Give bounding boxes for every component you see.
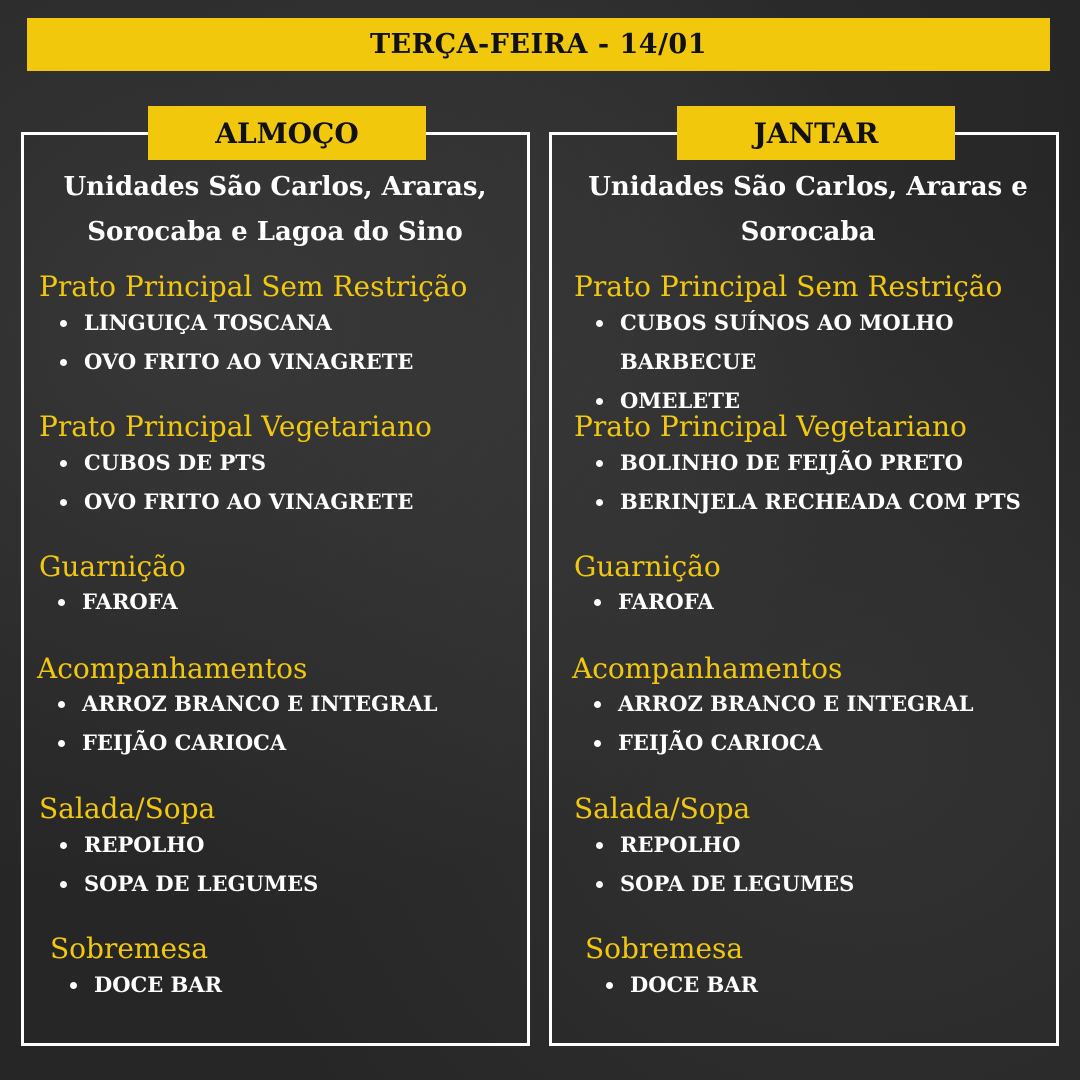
lunch-accomp-item: FEIJÃO CARIOCA: [82, 730, 287, 755]
bullet-icon: [596, 842, 603, 849]
bullet-icon: [60, 881, 67, 888]
dinner-label: [677, 106, 955, 160]
lunch-main-title: Prato Principal Sem Restrição: [39, 270, 468, 303]
bullet-icon: [70, 982, 77, 989]
lunch-dessert-item: DOCE BAR: [94, 972, 223, 997]
lunch-salad-title: Salada/Sopa: [39, 792, 216, 825]
dinner-main-title: Prato Principal Sem Restrição: [574, 270, 1003, 303]
lunch-main-item: OVO FRITO AO VINAGRETE: [84, 349, 414, 374]
dinner-units-line2: Sorocaba: [740, 217, 876, 247]
lunch-veg-item: CUBOS DE PTS: [84, 450, 267, 475]
bullet-icon: [60, 460, 67, 467]
lunch-main-item: LINGUIÇA TOSCANA: [84, 310, 332, 335]
lunch-side-title: Guarnição: [39, 550, 186, 583]
dinner-dessert-title: Sobremesa: [585, 932, 744, 965]
lunch-salad-item: SOPA DE LEGUMES: [84, 871, 319, 896]
dinner-accomp-title: Acompanhamentos: [572, 652, 843, 685]
bullet-icon: [596, 881, 603, 888]
dinner-main-item-continued: BARBECUE: [620, 349, 757, 374]
bullet-icon: [60, 359, 67, 366]
date-banner: [27, 18, 1050, 71]
dinner-veg-title: Prato Principal Vegetariano: [574, 410, 967, 443]
dinner-accomp-item: ARROZ BRANCO E INTEGRAL: [618, 691, 974, 716]
bullet-icon: [60, 320, 67, 327]
dinner-units: [558, 165, 1058, 255]
dinner-dessert-item: DOCE BAR: [630, 972, 759, 997]
dinner-salad-item: REPOLHO: [620, 832, 741, 857]
bullet-icon: [594, 740, 601, 747]
lunch-salad-item: REPOLHO: [84, 832, 205, 857]
dinner-units-line1: Unidades São Carlos, Araras e: [588, 172, 1028, 202]
bullet-icon: [596, 499, 603, 506]
bullet-icon: [58, 701, 65, 708]
dinner-label-text: JANTAR: [753, 116, 879, 150]
bullet-icon: [596, 398, 603, 405]
lunch-veg-item: OVO FRITO AO VINAGRETE: [84, 489, 414, 514]
dinner-salad-title: Salada/Sopa: [574, 792, 751, 825]
date-title: TERÇA-FEIRA - 14/01: [369, 29, 708, 60]
lunch-units: [30, 165, 520, 255]
bullet-icon: [60, 499, 67, 506]
dinner-main-item: CUBOS SUÍNOS AO MOLHO: [620, 310, 954, 335]
bullet-icon: [596, 460, 603, 467]
lunch-label-text: ALMOÇO: [215, 116, 359, 150]
lunch-side-item: FAROFA: [82, 589, 178, 614]
dinner-main-item: OMELETE: [620, 388, 740, 413]
dinner-side-item: FAROFA: [618, 589, 714, 614]
lunch-accomp-item: ARROZ BRANCO E INTEGRAL: [82, 691, 438, 716]
lunch-units-line2: Sorocaba e Lagoa do Sino: [87, 217, 463, 247]
dinner-side-title: Guarnição: [574, 550, 721, 583]
lunch-accomp-title: Acompanhamentos: [37, 652, 308, 685]
bullet-icon: [60, 842, 67, 849]
dinner-accomp-item: FEIJÃO CARIOCA: [618, 730, 823, 755]
bullet-icon: [58, 599, 65, 606]
lunch-label: [148, 106, 426, 160]
dinner-salad-item: SOPA DE LEGUMES: [620, 871, 855, 896]
bullet-icon: [596, 320, 603, 327]
bullet-icon: [606, 982, 613, 989]
bullet-icon: [594, 599, 601, 606]
bullet-icon: [58, 740, 65, 747]
dinner-veg-item: BERINJELA RECHEADA COM PTS: [620, 489, 1021, 514]
lunch-veg-title: Prato Principal Vegetariano: [39, 410, 432, 443]
dinner-veg-item: BOLINHO DE FEIJÃO PRETO: [620, 450, 963, 475]
lunch-dessert-title: Sobremesa: [50, 932, 209, 965]
lunch-units-line1: Unidades São Carlos, Araras,: [63, 172, 487, 202]
bullet-icon: [594, 701, 601, 708]
